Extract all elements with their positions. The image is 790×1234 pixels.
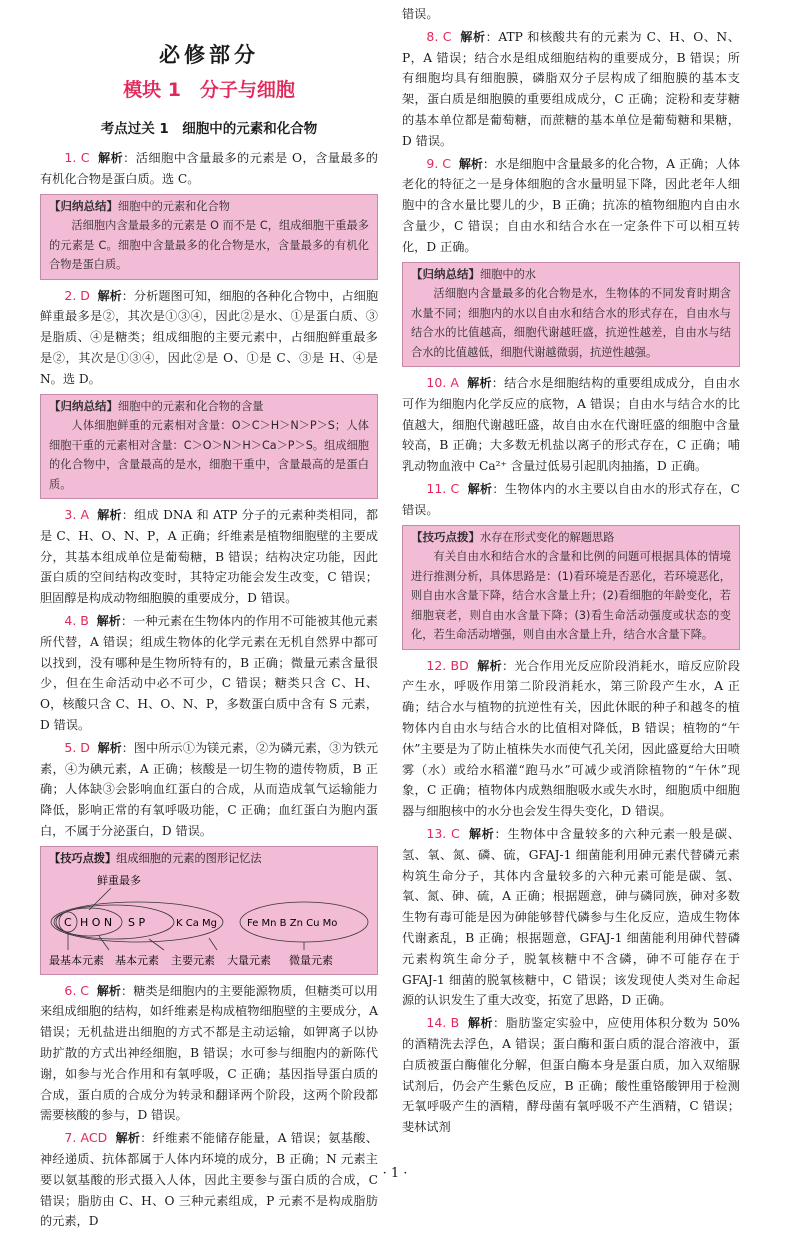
fresh-weight-label: 鲜重最多 <box>97 873 141 887</box>
answer-14: 14. B 解析：脂肪鉴定实验中，应使用体积分数为 50% 的酒精洗去浮色，A 错误；蛋白酶和蛋白质的混合溶液中，蛋白质被蛋白酶催化分解，但蛋白酶本身是蛋白质，加入双缩脲试剂后，仍会产生紫色反应，B 正确；酸性重铬酸钾用于检测无氧呼吸产生的酒精，酵母菌有氧呼吸不产生酒精，C 错误；斐林试剂 <box>402 1015 741 1135</box>
svg-text:K Ca Mg: K Ca Mg <box>176 917 218 929</box>
answer-7-continued: 错误。 <box>402 7 439 21</box>
answer-6: 6. C 解析：糖类是细胞内的主要能源物质，但糖类可以用来组成细胞的结构，如纤维素是构成植物细胞壁的主要成分，A 错误；无机盐进出细胞的方式不都是主动运输，如钾离子以协助扩散的方式出神经细胞，B 错误；水可参与细胞内的新陈代谢，如参与光合作用和有氧呼吸，C 正确；基因指导蛋白质的合成，蛋白质的合成分为转录和翻译两个阶段，这两个阶段都需要核酸的参与，D 错误。 <box>40 982 378 1123</box>
section-title: 考点过关 1 细胞中的元素和化合物 <box>100 121 318 137</box>
summary-box-2: 【归纳总结】细胞中的元素和化合物的含量 人体细胞鲜重的元素相对含量：O＞C＞H＞N＞P＞S；人体细胞干重的元素相对含量：C＞O＞N＞H＞Ca＞P＞S。组成细胞的化合物中，含量最高的是水，细胞干重中，含量最高的是蛋白质。 <box>40 394 378 500</box>
svg-text:最基本元素: 最基本元素 <box>49 953 104 967</box>
answer-4: 4. B 解析：一种元素在生物体内的作用不可能被其他元素所代替，A 错误；组成生物体的化学元素在无机自然界中都可以找到，没有哪种是生物所特有的，B 正确；微量元素含量很少，但在生命活动中必不可少，C 错误；糖类只含 C、H、O，核酸只含 C、H、O、N、P，多数蛋白质中含有 S 元素，D 错误。 <box>40 613 378 733</box>
answer-2: 2. D 解析：分析题图可知，细胞的各种化合物中，占细胞鲜重最多是②，其次是①③④，因此②是水、①是蛋白质、③是脂质、④是糖类；组成细胞的主要元素中，占细胞鲜重最多是②，其次是①③④，因此②是 O、①是 C、③是 H、④是 N。选 D。 <box>40 287 379 386</box>
answer-13: 13. C 解析：生物体中含量较多的六种元素一般是碳、氢、氧、氮、磷、硫，GFAJ-1 细菌能利用砷元素代替磷元素构筑生命分子，其体内含量较多的六种元素可能是碳、氢、氧、氮、砷、硫，A 正确；根据题意，砷与磷同族，砷对多数生物有毒可能是因为砷能够替代磷参与生化反应，造成生物体代谢紊乱，B 正确；根据题意，GFAJ-1 细菌能利用砷代替磷元素构筑生命分子，脱氧核糖中不含磷，砷不可能存在于 GFAJ-1 细菌的脱氧核糖中，C 错误；该发现使人类对生命起源的认识发生了重大改变，拓宽了思路，D 正确。 <box>402 826 740 1008</box>
answer-9: 9. C 解析：水是细胞中含量最多的化合物，A 正确；人体老化的特征之一是身体细胞的含水量明显下降，因此老年人细胞中的含水量比婴儿的少，B 正确；抗冻的植物细胞内自由水含量少，C 错误；自由水和结合水在一定条件下可以相互转化，D 正确。 <box>402 155 741 254</box>
svg-text:Fe Mn B Zn Cu Mo: Fe Mn B Zn Cu Mo <box>247 917 338 929</box>
main-title: 必修部分 <box>159 43 259 67</box>
answer-3: 3. A 解析：组成 DNA 和 ATP 分子的元素种类相同，都是 C、H、O、N、P，A 正确；纤维素是植物细胞壁的主要成分，其基本组成单位是葡萄糖，B 错误；结构决定功能，因此蛋白质的空间结构改变时，其特定功能会发生改变，C 错误；胆固醇是构成动物细胞膜的重要成分，D 错误。 <box>40 507 379 606</box>
answer-11: 11. C 解析：生物体内的水主要以自由水的形式存在，C 错误。 <box>402 481 741 517</box>
svg-text:H O N: H O N <box>80 915 113 929</box>
module-title: 模块 1 分子与细胞 <box>123 79 295 101</box>
pointer-line <box>89 888 111 910</box>
answer-8: 8. C 解析：ATP 和核酸共有的元素为 C、H、O、N、P，A 错误；结合水是组成细胞结构的重要成分，B 错误；所有细胞均具有细胞膜，磷脂双分子层构成了细胞膜的基本支架，蛋白质是细胞膜的重要组成成分，C 正确；淀粉和麦芽糖的基本单位都是葡萄糖，而蔗糖的基本单位是葡萄糖和果糖，D 错误。 <box>402 28 740 148</box>
summary-box-1: 【归纳总结】细胞中的元素和化合物 活细胞内含量最多的元素是 O 而不是 C，组成细胞干重最多的元素是 C。细胞中含量最多的化合物是水，含量最多的有机化合物是蛋白质。 <box>40 194 378 280</box>
svg-text:大量元素: 大量元素 <box>227 953 271 967</box>
element-ellipse-diagram <box>49 870 369 974</box>
answer-1: 1. C 解析：活细胞中含量最多的元素是 O，含量最多的有机化合物是蛋白质。选 C。 <box>40 150 378 186</box>
svg-text:微量元素: 微量元素 <box>289 953 333 967</box>
answer-12: 12. BD 解析：光合作用光反应阶段消耗水，暗反应阶段产生水，呼吸作用第二阶段消耗水，第三阶段产生水，A 正确；结合水与植物的抗逆性有关，因此休眠的种子和越冬的植物体内自由水与结合水的比值相对降低，B 错误；植物的“午休”主要是为了防止植株失水而使气孔关闭，因此盛夏给大田喷雾（水）或给水稻灌“跑马水”可减少或消除植物的“午休”现象，C 正确；植物体内成熟细胞吸水或失水时，细胞质中细胞器与细胞核中的水分也会发生得失变化，D 错误。 <box>402 657 741 819</box>
right-column <box>402 4 740 1140</box>
answer-5: 5. D 解析：图中所示①为镁元素，②为磷元素，③为铁元素，④为碘元素，A 正确；核酸是一切生物的遗传物质，B 正确；人体缺③会影响血红蛋白的合成，从而造成氧气运输能力降低，影响正常的有氧呼吸功能，C 正确；血红蛋白为胞内蛋白，不属于分泌蛋白，D 错误。 <box>40 739 379 839</box>
tip-box-water: 【技巧点拨】水存在形式变化的解题思路 有关自由水和结合水的含量和比例的问题可根据具体的情境进行推测分析，具体思路是：(1)看环境是否恶化，若环境恶化，则自由水含量下降，结合水含量上升；(2)看细胞的年龄变化，若细胞衰老，则自由水含量下降；(3)看生命活动强度或状态的变化，若生命活动增强，则自由水含量上升，结合水含量下降。 <box>402 525 740 650</box>
element-memory-diagram: 【技巧点拨】组成细胞的元素的图形记忆法 鲜重最多 C H O N S P K Ca Mg Fe Mn B Zn Cu Mo 最基本元素 基本元素 主要元素 大量元素 微量元素 <box>40 846 378 975</box>
page-number: · 1 · <box>382 1166 408 1181</box>
svg-text:主要元素: 主要元素 <box>171 953 215 967</box>
summary-box-3: 【归纳总结】细胞中的水 活细胞内含量最多的化合物是水，生物体的不同发育时期含水量不同；细胞内的水以自由水和结合水的形式存在，自由水与结合水的比值越高，细胞代谢越旺盛，抗逆性越差，自由水与结合水的比值越低，细胞代谢越微弱，抗逆性越强。 <box>402 262 740 368</box>
svg-text:C: C <box>64 915 72 929</box>
answer-10: 10. A 解析：结合水是细胞结构的重要组成成分，自由水可作为细胞内化学反应的底物，A 错误；自由水与结合水的比值越大，细胞代谢越旺盛，故自由水在代谢旺盛的细胞中含量较高，B 正确；大多数无机盐以离子的形式存在，C 正确；哺乳动物血液中 Ca²⁺ 含量过低易引起肌肉抽搐，D 正确。 <box>402 375 741 474</box>
answer-7: 7. ACD 解析：纤维素不能储存能量，A 错误；氨基酸、神经递质、抗体都属于人体内环境的成分，B 正确；N 元素主要以氨基酸的形式摄入人体，因此主要参与蛋白质的合成，C 错误；脂肪由 C、H、O 三种元素组成，P 元素不是构成脂肪的元素，D <box>40 1130 378 1229</box>
svg-text:S P: S P <box>128 915 146 929</box>
ellipse-chonsp <box>54 905 174 939</box>
svg-text:基本元素: 基本元素 <box>115 953 159 967</box>
left-column <box>40 28 378 1234</box>
